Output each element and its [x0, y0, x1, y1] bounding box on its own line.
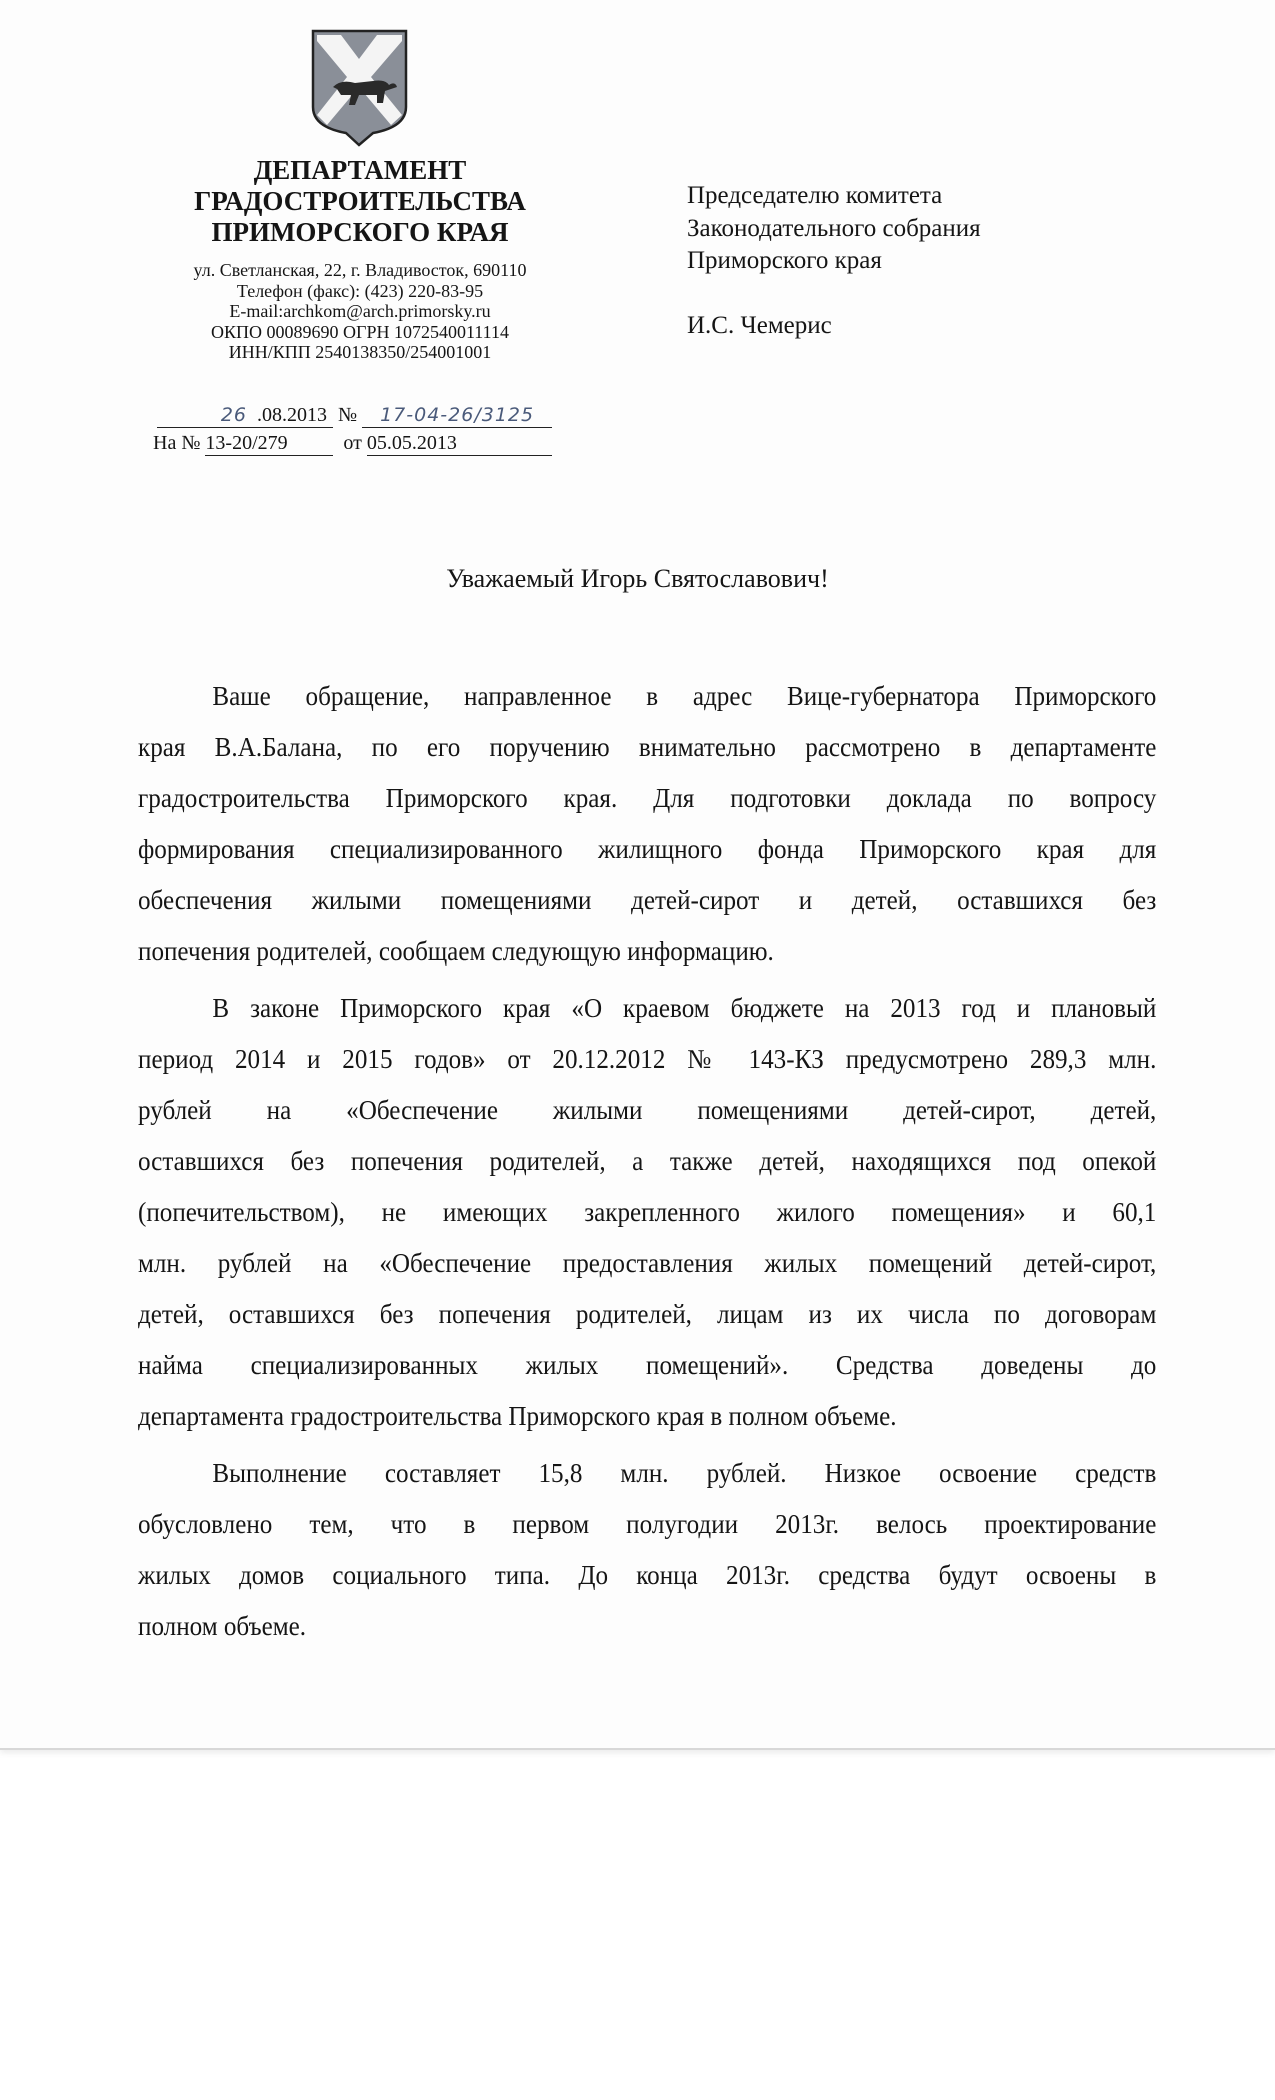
- paragraph: [138, 988, 1156, 1447]
- paragraph-line: (попечительством), не имеющих закрепленного жилого помещения» и 60,1: [138, 1197, 1157, 1227]
- coat-of-arms-emblem: [311, 29, 408, 147]
- paragraph-line: период 2014 и 2015 годов» от 20.12.2012 № 143-КЗ предусмотрено 289,3 млн.: [138, 1044, 1157, 1074]
- paragraph-line: найма специализированных жилых помещений». Средства доведены до: [138, 1350, 1157, 1380]
- reply-reference: [153, 432, 552, 456]
- recipient-spacer: [687, 278, 981, 310]
- org-contacts: [140, 260, 580, 363]
- paragraph-line: обусловлено тем, что в первом полугодии 2013г. велось проектирование: [138, 1509, 1157, 1539]
- paragraph-line: попечения родителей, сообщаем следующую информацию.: [138, 936, 774, 966]
- from-label: от: [343, 432, 362, 454]
- letter-body: [138, 676, 1156, 1663]
- reply-to-number: 13-20/279: [205, 432, 333, 456]
- recipient-line: Председателю комитета: [687, 182, 943, 209]
- recipient-line: Приморского края: [687, 247, 882, 274]
- paragraph: [138, 676, 1156, 982]
- org-title-line: ДЕПАРТАМЕНТ: [253, 155, 467, 185]
- greeting: Уважаемый Игорь Святославович!: [446, 564, 829, 593]
- paragraph: [138, 1453, 1156, 1657]
- paragraph-line: полном объеме.: [138, 1611, 307, 1641]
- paragraph-line: детей, оставшихся без попечения родителей, лицам из их числа по договорам: [138, 1299, 1157, 1329]
- org-phone: Телефон (факс): (423) 220-83-95: [236, 280, 484, 301]
- recipient-line: Законодательного собрания: [687, 214, 981, 242]
- org-inn-kpp: ИНН/КПП 2540138350/254001001: [228, 342, 492, 362]
- org-title: [140, 155, 580, 248]
- number-sign: №: [338, 404, 358, 426]
- handwritten-day: 26: [220, 404, 247, 426]
- org-title-line: ГРАДОСТРОИТЕЛЬСТВА: [194, 186, 526, 216]
- paragraph-line: обеспечения жилыми помещениями детей-сирот и детей, оставшихся без: [138, 885, 1157, 915]
- paragraph-line: края В.А.Балана, по его поручению внимательно рассмотрено в департаменте: [138, 732, 1157, 762]
- org-address: ул. Светланская, 22, г. Владивосток, 690110: [193, 260, 527, 280]
- paragraph-line: формирования специализированного жилищного фонда Приморского края для: [138, 834, 1157, 864]
- org-okpo-ogrn: ОКПО 00089690 ОГРН 1072540011114: [211, 321, 509, 342]
- outgoing-registration: [157, 404, 552, 428]
- paragraph-line: жилых домов социального типа. До конца 2013г. средства будут освоены в: [138, 1560, 1157, 1590]
- paragraph-line: градостроительства Приморского края. Для подготовки доклада по вопросу: [138, 783, 1157, 813]
- paragraph-line: В законе Приморского края «О краевом бюджете на 2013 год и плановый: [212, 993, 1157, 1023]
- paragraph-line: Выполнение составляет 15,8 млн. рублей. Низкое освоение средств: [212, 1458, 1157, 1488]
- date-rest: .08.2013: [257, 404, 327, 426]
- paragraph-line: млн. рублей на «Обеспечение предоставления жилых помещений детей-сирот,: [138, 1248, 1157, 1278]
- paragraph-line: рублей на «Обеспечение жилыми помещениями детей-сирот, детей,: [138, 1095, 1157, 1125]
- org-email: E-mail:archkom@arch.primorsky.ru: [229, 301, 491, 321]
- recipient-block: [687, 180, 981, 342]
- recipient-name: И.С. Чемерис: [687, 311, 832, 339]
- handwritten-number: 17-04-26/3125: [380, 404, 535, 426]
- paragraph-line: оставшихся без попечения родителей, а также детей, находящихся под опекой: [138, 1146, 1157, 1176]
- reply-to-date: 05.05.2013: [367, 432, 552, 456]
- paragraph-line: департамента градостроительства Приморского края в полном объеме.: [138, 1401, 897, 1431]
- org-title-line: ПРИМОРСКОГО КРАЯ: [211, 217, 509, 247]
- paragraph-line: Ваше обращение, направленное в адрес Вице-губернатора Приморского: [212, 681, 1157, 711]
- reply-to-label: На №: [153, 432, 201, 454]
